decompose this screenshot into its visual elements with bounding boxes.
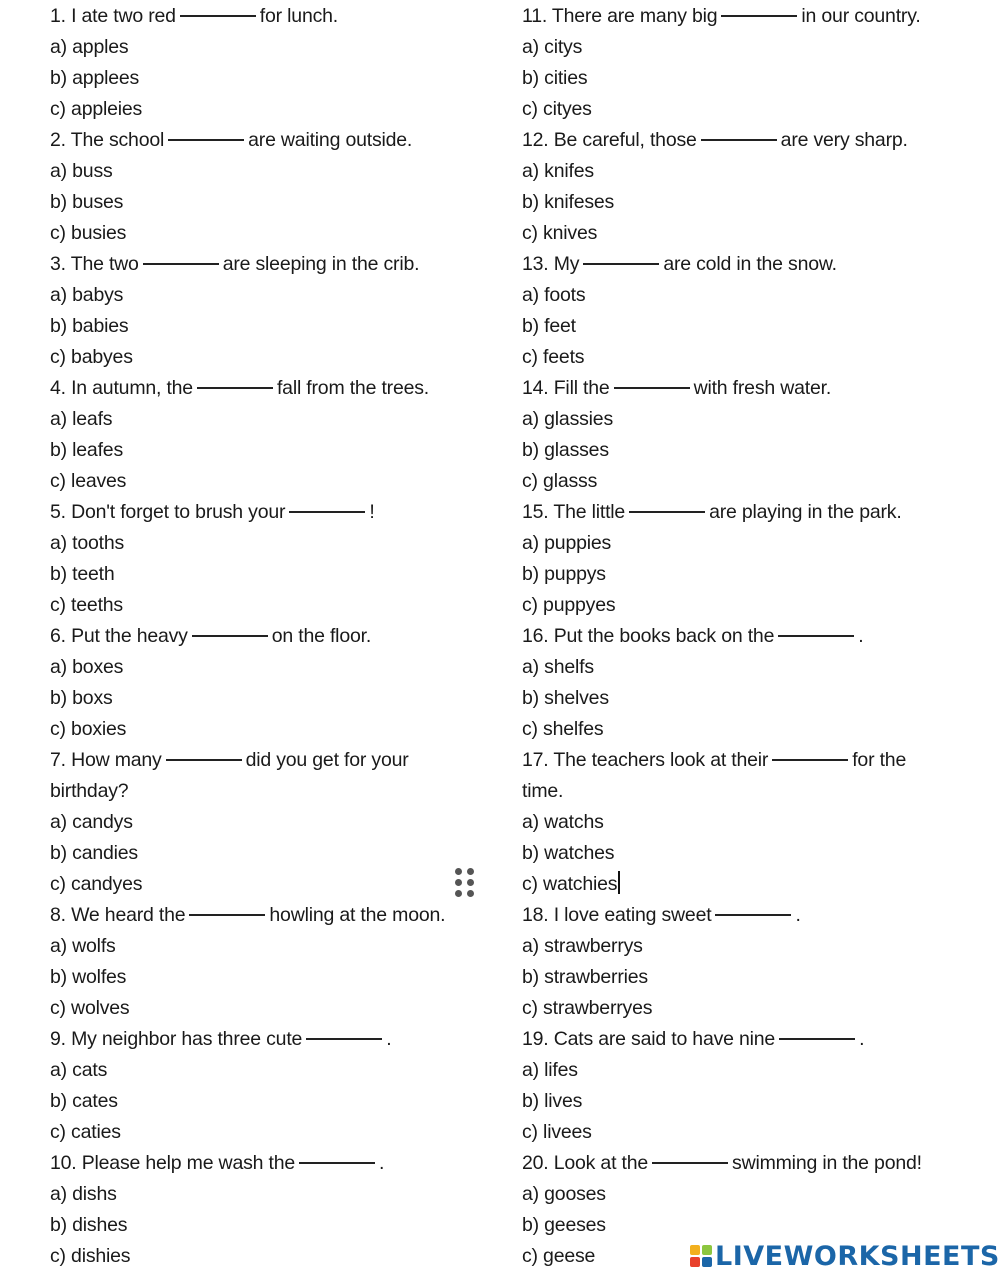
question-text-before: 17. The teachers look at their	[522, 749, 769, 771]
answer-option[interactable]	[522, 1055, 972, 1086]
question-text-after: howling at the moon.	[269, 904, 446, 926]
answer-option[interactable]	[522, 280, 972, 311]
question-stem	[522, 900, 972, 931]
answer-option[interactable]	[50, 1055, 490, 1086]
answer-option[interactable]	[522, 590, 972, 621]
answer-option[interactable]	[522, 218, 972, 249]
answer-option-label: b) teeth	[50, 563, 115, 585]
question-stem	[50, 621, 490, 652]
answer-option-label: b) watches	[522, 842, 615, 864]
answer-option[interactable]	[50, 1210, 490, 1241]
answer-option-label: a) lifes	[522, 1059, 578, 1081]
answer-option[interactable]	[522, 466, 972, 497]
answer-option-label: c) teeths	[50, 594, 123, 616]
answer-blank[interactable]	[289, 510, 365, 513]
answer-blank[interactable]	[629, 510, 705, 513]
answer-option[interactable]	[50, 683, 490, 714]
answer-blank[interactable]	[168, 138, 244, 141]
answer-option-label: b) leafes	[50, 439, 123, 461]
question-text-before: 3. The two	[50, 253, 139, 275]
answer-option-label: b) cates	[50, 1090, 118, 1112]
question-stem	[50, 900, 490, 931]
answer-option[interactable]	[522, 528, 972, 559]
answer-option[interactable]	[522, 869, 972, 900]
answer-option[interactable]	[50, 1241, 490, 1272]
answer-option[interactable]	[50, 1086, 490, 1117]
answer-option-label: a) cats	[50, 1059, 108, 1081]
answer-option-label: b) glasses	[522, 439, 609, 461]
question-text-before: 18. I love eating sweet	[522, 904, 712, 926]
question-text-before: 16. Put the books back on the	[522, 625, 775, 647]
question-text-before: 2. The school	[50, 129, 165, 151]
answer-option[interactable]	[522, 652, 972, 683]
answer-option-label: a) foots	[522, 284, 586, 306]
answer-option[interactable]	[522, 993, 972, 1024]
question-text-after: are playing in the park.	[709, 501, 902, 523]
question-text-after: swimming in the pond!	[732, 1152, 922, 1174]
answer-blank[interactable]	[192, 634, 268, 637]
answer-blank[interactable]	[721, 14, 797, 17]
answer-option[interactable]	[522, 838, 972, 869]
answer-option-label: c) boxies	[50, 718, 127, 740]
logo-square	[690, 1245, 700, 1255]
question-stem	[50, 1024, 490, 1055]
question-text-before: 11. There are many big	[522, 5, 718, 27]
answer-option[interactable]	[50, 280, 490, 311]
answer-option-label: b) candies	[50, 842, 138, 864]
answer-option[interactable]	[50, 63, 490, 94]
answer-option-label: c) candyes	[50, 873, 143, 895]
answer-option[interactable]	[50, 94, 490, 125]
answer-option-label: c) appleies	[50, 98, 143, 120]
answer-option[interactable]	[50, 156, 490, 187]
answer-option[interactable]	[522, 32, 972, 63]
answer-blank[interactable]	[715, 913, 791, 916]
question-text-before: 7. How many	[50, 749, 162, 771]
answer-blank[interactable]	[779, 1037, 855, 1040]
answer-option[interactable]	[50, 962, 490, 993]
answer-option[interactable]	[522, 931, 972, 962]
answer-option[interactable]	[50, 1179, 490, 1210]
answer-option-label: a) dishs	[50, 1183, 117, 1205]
question-stem	[522, 125, 972, 156]
answer-option-label: c) puppyes	[522, 594, 616, 616]
answer-option[interactable]	[522, 187, 972, 218]
question-text-after: .	[379, 1152, 385, 1174]
logo-text: LIVEWORKSHEETS	[715, 1240, 1000, 1272]
answer-option-label: c) leaves	[50, 470, 127, 492]
question-text-after: are very sharp.	[780, 129, 908, 151]
question-text-before: 19. Cats are said to have nine	[522, 1028, 776, 1050]
question-stem	[50, 1, 490, 32]
answer-option-label: b) strawberries	[522, 966, 648, 988]
answer-blank[interactable]	[701, 138, 777, 141]
answer-option-label: a) leafs	[50, 408, 113, 430]
question-text-after: !	[369, 501, 375, 523]
answer-option[interactable]	[522, 311, 972, 342]
right-column	[522, 1, 972, 1272]
answer-option-label: a) boxes	[50, 656, 124, 678]
question-text-after: fall from the trees.	[276, 377, 430, 399]
answer-option-label: c) wolves	[50, 997, 130, 1019]
answer-option-label: b) knifeses	[522, 191, 615, 213]
question-text-before: 15. The little	[522, 501, 626, 523]
question-text-continued: time.	[522, 780, 564, 802]
answer-option-label: c) feets	[522, 346, 585, 368]
answer-option[interactable]	[50, 32, 490, 63]
answer-option[interactable]	[50, 435, 490, 466]
answer-option-label: a) shelfs	[522, 656, 594, 678]
question-stem	[522, 1148, 972, 1179]
answer-option-label: a) citys	[522, 36, 583, 58]
answer-blank[interactable]	[778, 634, 854, 637]
answer-option-label: a) watchs	[522, 811, 604, 833]
answer-option-label: c) strawberryes	[522, 997, 653, 1019]
answer-option[interactable]	[50, 311, 490, 342]
question-text-after: in our country.	[801, 5, 921, 27]
answer-option-label: c) cityes	[522, 98, 592, 120]
answer-option[interactable]	[522, 342, 972, 373]
answer-blank[interactable]	[197, 386, 273, 389]
answer-option-label: b) dishes	[50, 1214, 128, 1236]
answer-option-label: b) feet	[522, 315, 576, 337]
answer-option-label: b) applees	[50, 67, 140, 89]
answer-option[interactable]	[50, 466, 490, 497]
answer-option-label: c) shelfes	[522, 718, 604, 740]
answer-option-label: c) geese	[522, 1245, 596, 1267]
question-text-after: are waiting outside.	[248, 129, 413, 151]
drag-handle-icon[interactable]	[455, 868, 475, 902]
answer-option-label: b) lives	[522, 1090, 583, 1112]
answer-option-label: a) gooses	[522, 1183, 606, 1205]
answer-option-label: c) glasss	[522, 470, 598, 492]
question-text-before: 20. Look at the	[522, 1152, 649, 1174]
answer-option-label: a) tooths	[50, 532, 125, 554]
answer-option[interactable]	[50, 714, 490, 745]
question-stem-continued	[522, 776, 972, 807]
question-text-before: 14. Fill the	[522, 377, 610, 399]
logo-mark-icon	[690, 1245, 712, 1267]
question-text-before: 12. Be careful, those	[522, 129, 697, 151]
liveworksheets-logo	[690, 1240, 1000, 1272]
answer-option-label: b) buses	[50, 191, 124, 213]
question-stem	[50, 1148, 490, 1179]
answer-option[interactable]	[522, 156, 972, 187]
answer-option-label: a) puppies	[522, 532, 612, 554]
question-text-before: 1. I ate two red	[50, 5, 176, 27]
question-stem	[50, 497, 490, 528]
question-text-after: with fresh water.	[693, 377, 832, 399]
question-text-before: 9. My neighbor has three cute	[50, 1028, 303, 1050]
answer-option-label: b) puppys	[522, 563, 606, 585]
answer-option-label: a) candys	[50, 811, 133, 833]
answer-option-label: a) babys	[50, 284, 124, 306]
logo-square	[702, 1245, 712, 1255]
answer-option[interactable]	[50, 528, 490, 559]
answer-option-label: b) geeses	[522, 1214, 606, 1236]
answer-option[interactable]	[522, 962, 972, 993]
answer-option[interactable]	[522, 1086, 972, 1117]
answer-option[interactable]	[522, 94, 972, 125]
question-text-after: for the	[852, 749, 907, 771]
text-cursor	[618, 871, 620, 894]
answer-blank[interactable]	[614, 386, 690, 389]
answer-option[interactable]	[50, 869, 490, 900]
answer-option-label: b) babies	[50, 315, 129, 337]
answer-option[interactable]	[522, 435, 972, 466]
answer-option-label: c) busies	[50, 222, 127, 244]
answer-option[interactable]	[50, 807, 490, 838]
answer-option-label: c) watchies	[522, 873, 618, 895]
answer-option-label: a) buss	[50, 160, 113, 182]
question-stem	[50, 249, 490, 280]
question-text-after: are sleeping in the crib.	[222, 253, 420, 275]
question-text-before: 10. Please help me wash the	[50, 1152, 296, 1174]
question-stem-continued	[50, 776, 490, 807]
answer-option[interactable]	[522, 1117, 972, 1148]
question-stem	[522, 621, 972, 652]
question-text-before: 4. In autumn, the	[50, 377, 193, 399]
answer-blank[interactable]	[306, 1037, 382, 1040]
answer-option[interactable]	[522, 807, 972, 838]
answer-option-label: c) knives	[522, 222, 598, 244]
left-column	[50, 1, 490, 1272]
answer-option[interactable]	[50, 404, 490, 435]
question-text-before: 13. My	[522, 253, 580, 275]
answer-option[interactable]	[50, 187, 490, 218]
question-stem	[522, 745, 972, 776]
answer-blank[interactable]	[180, 14, 256, 17]
question-stem	[522, 497, 972, 528]
answer-blank[interactable]	[166, 758, 242, 761]
answer-option-label: b) wolfes	[50, 966, 127, 988]
answer-option[interactable]	[522, 1179, 972, 1210]
answer-option[interactable]	[522, 63, 972, 94]
answer-option-label: b) shelves	[522, 687, 609, 709]
answer-option-label: a) strawberrys	[522, 935, 643, 957]
answer-blank[interactable]	[772, 758, 848, 761]
logo-square	[690, 1257, 700, 1267]
answer-option[interactable]	[50, 218, 490, 249]
answer-blank[interactable]	[189, 913, 265, 916]
question-text-after: .	[858, 625, 864, 647]
question-text-before: 6. Put the heavy	[50, 625, 188, 647]
answer-option[interactable]	[522, 1210, 972, 1241]
answer-option[interactable]	[522, 683, 972, 714]
answer-option[interactable]	[50, 590, 490, 621]
answer-option-label: a) wolfs	[50, 935, 116, 957]
question-text-after: are cold in the snow.	[663, 253, 837, 275]
question-text-after: did you get for your	[245, 749, 409, 771]
question-stem	[522, 373, 972, 404]
question-stem	[50, 125, 490, 156]
answer-option-label: a) knifes	[522, 160, 594, 182]
answer-blank[interactable]	[143, 262, 219, 265]
answer-option[interactable]	[50, 342, 490, 373]
question-text-before: 8. We heard the	[50, 904, 186, 926]
answer-blank[interactable]	[652, 1161, 728, 1164]
answer-option[interactable]	[50, 838, 490, 869]
question-text-before: 5. Don't forget to brush your	[50, 501, 286, 523]
question-text-after: on the floor.	[271, 625, 372, 647]
logo-square	[702, 1257, 712, 1267]
answer-blank[interactable]	[583, 262, 659, 265]
question-text-after: .	[386, 1028, 392, 1050]
question-stem	[522, 1024, 972, 1055]
answer-option-label: c) caties	[50, 1121, 121, 1143]
answer-option-label: a) apples	[50, 36, 129, 58]
answer-option[interactable]	[50, 993, 490, 1024]
question-stem	[50, 745, 490, 776]
question-text-after: .	[859, 1028, 865, 1050]
answer-option[interactable]	[522, 714, 972, 745]
question-text-continued: birthday?	[50, 780, 129, 802]
answer-option-label: b) cities	[522, 67, 588, 89]
answer-option[interactable]	[50, 652, 490, 683]
answer-option-label: b) boxs	[50, 687, 113, 709]
answer-option-label: c) dishies	[50, 1245, 131, 1267]
answer-option[interactable]	[522, 559, 972, 590]
question-text-after: .	[795, 904, 801, 926]
answer-blank[interactable]	[299, 1161, 375, 1164]
answer-option-label: c) livees	[522, 1121, 592, 1143]
question-text-after: for lunch.	[259, 5, 339, 27]
answer-option[interactable]	[50, 931, 490, 962]
question-stem	[522, 1, 972, 32]
question-stem	[50, 373, 490, 404]
question-stem	[522, 249, 972, 280]
answer-option-label: a) glassies	[522, 408, 614, 430]
answer-option[interactable]	[522, 404, 972, 435]
answer-option-label: c) babyes	[50, 346, 133, 368]
answer-option[interactable]	[50, 559, 490, 590]
answer-option[interactable]	[50, 1117, 490, 1148]
